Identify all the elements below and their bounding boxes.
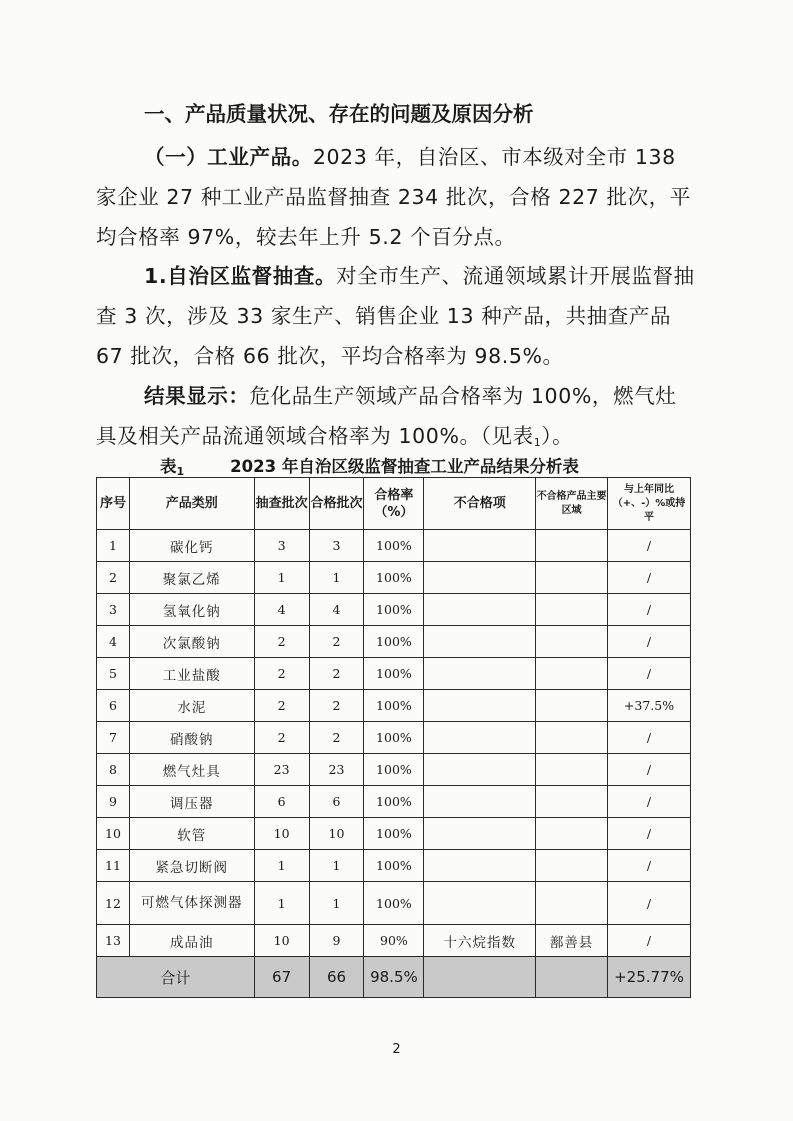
cell-rate: 100%: [364, 786, 424, 818]
total-passed: 66: [309, 957, 364, 998]
cell-rate: 100%: [364, 626, 424, 658]
cell-category: 工业盐酸: [129, 658, 254, 690]
header-sampled: 抽查批次: [254, 478, 309, 530]
cell-passed: 4: [309, 594, 364, 626]
table-body: [97, 530, 691, 998]
cell-category: 可燃气体探测器: [129, 882, 254, 925]
cell-passed: 6: [309, 786, 364, 818]
cell-region: 鄯善县: [536, 925, 608, 957]
header-rate: 合格率（%）: [364, 478, 424, 530]
results-table: [96, 477, 691, 998]
cell-seq: 8: [97, 754, 130, 786]
cell-yoy: /: [607, 925, 690, 957]
cell-sampled: 3: [254, 530, 309, 562]
cell-category: 次氯酸钠: [129, 626, 254, 658]
cell-region: [536, 690, 608, 722]
cell-region: [536, 530, 608, 562]
header-yoy: 与上年同比（+、-）%或持平: [607, 478, 690, 530]
table-total-row: [97, 957, 691, 998]
total-yoy: +25.77%: [607, 957, 690, 998]
total-label: 合计: [97, 957, 255, 998]
table-row: [97, 690, 691, 722]
cell-region: [536, 754, 608, 786]
cell-passed: 1: [309, 850, 364, 882]
cell-rate: 90%: [364, 925, 424, 957]
cell-sampled: 6: [254, 786, 309, 818]
table-row: [97, 626, 691, 658]
cell-rate: 100%: [364, 754, 424, 786]
table-row: [97, 925, 691, 957]
cell-seq: 13: [97, 925, 130, 957]
cell-yoy: /: [607, 754, 690, 786]
cell-yoy: /: [607, 658, 690, 690]
header-seq: 序号: [97, 478, 130, 530]
cell-sampled: 2: [254, 626, 309, 658]
page-number: 2: [392, 1042, 401, 1057]
cell-yoy: +37.5%: [607, 690, 690, 722]
cell-passed: 2: [309, 626, 364, 658]
cell-yoy: /: [607, 626, 690, 658]
table-row: [97, 786, 691, 818]
paragraph-industrial-products: [96, 137, 696, 257]
table-row: [97, 562, 691, 594]
cell-region: [536, 882, 608, 925]
cell-category: 紧急切断阀: [129, 850, 254, 882]
cell-seq: 3: [97, 594, 130, 626]
cell-region: [536, 722, 608, 754]
cell-passed: 1: [309, 882, 364, 925]
cell-fail-item: [424, 658, 536, 690]
cell-yoy: /: [607, 562, 690, 594]
cell-sampled: 10: [254, 925, 309, 957]
header-passed: 合格批次: [309, 478, 364, 530]
cell-region: [536, 658, 608, 690]
table-ref-subscript: 1: [533, 436, 542, 449]
total-region: [536, 957, 608, 998]
cell-seq: 4: [97, 626, 130, 658]
total-rate: 98.5%: [364, 957, 424, 998]
table-row: [97, 754, 691, 786]
cell-passed: 3: [309, 530, 364, 562]
cell-passed: 23: [309, 754, 364, 786]
cell-seq: 11: [97, 850, 130, 882]
cell-sampled: 2: [254, 690, 309, 722]
cell-region: [536, 626, 608, 658]
cell-category: 软管: [129, 818, 254, 850]
table-row: [97, 722, 691, 754]
cell-seq: 12: [97, 882, 130, 925]
cell-rate: 100%: [364, 658, 424, 690]
table-row: [97, 850, 691, 882]
cell-rate: 100%: [364, 690, 424, 722]
cell-sampled: 4: [254, 594, 309, 626]
section-heading: 一、产品质量状况、存在的问题及原因分析: [144, 102, 534, 126]
cell-fail-item: [424, 882, 536, 925]
table-label-subscript: 1: [176, 465, 185, 478]
paragraph-text: 危化品生产领域产品合格率为 100%，燃气灶具及相关产品流通领域合格率为 100%。（见表: [96, 384, 677, 448]
cell-sampled: 1: [254, 562, 309, 594]
header-fail-item: 不合格项: [424, 478, 536, 530]
cell-rate: 100%: [364, 594, 424, 626]
cell-fail-item: [424, 530, 536, 562]
table-title: [160, 453, 579, 478]
cell-fail-item: [424, 722, 536, 754]
cell-yoy: /: [607, 818, 690, 850]
cell-seq: 1: [97, 530, 130, 562]
paragraph-regional-inspection: [96, 256, 696, 376]
cell-seq: 10: [97, 818, 130, 850]
table-row: [97, 658, 691, 690]
cell-sampled: 2: [254, 722, 309, 754]
cell-rate: 100%: [364, 850, 424, 882]
cell-fail-item: [424, 786, 536, 818]
cell-category: 燃气灶具: [129, 754, 254, 786]
cell-region: [536, 850, 608, 882]
cell-region: [536, 594, 608, 626]
header-region: 不合格产品主要区域: [536, 478, 608, 530]
cell-sampled: 2: [254, 658, 309, 690]
cell-rate: 100%: [364, 818, 424, 850]
cell-rate: 100%: [364, 882, 424, 925]
cell-passed: 9: [309, 925, 364, 957]
cell-yoy: /: [607, 594, 690, 626]
cell-yoy: /: [607, 530, 690, 562]
header-category: 产品类别: [129, 478, 254, 530]
cell-fail-item: 十六烷指数: [424, 925, 536, 957]
cell-sampled: 1: [254, 882, 309, 925]
cell-yoy: /: [607, 850, 690, 882]
total-sampled: 67: [254, 957, 309, 998]
cell-fail-item: [424, 818, 536, 850]
cell-region: [536, 818, 608, 850]
cell-sampled: 23: [254, 754, 309, 786]
total-fail-item: [424, 957, 536, 998]
cell-rate: 100%: [364, 530, 424, 562]
paragraph-tail: ）。: [541, 424, 574, 448]
cell-fail-item: [424, 626, 536, 658]
cell-passed: 2: [309, 722, 364, 754]
cell-category: 聚氯乙烯: [129, 562, 254, 594]
cell-fail-item: [424, 690, 536, 722]
cell-fail-item: [424, 754, 536, 786]
table-row: [97, 530, 691, 562]
cell-category: 水泥: [129, 690, 254, 722]
paragraph-results: [96, 376, 696, 463]
table-header-row: [97, 478, 691, 530]
cell-category: 硝酸钠: [129, 722, 254, 754]
cell-yoy: /: [607, 722, 690, 754]
cell-fail-item: [424, 850, 536, 882]
cell-rate: 100%: [364, 562, 424, 594]
cell-category: 碳化钙: [129, 530, 254, 562]
table-row: [97, 594, 691, 626]
cell-sampled: 10: [254, 818, 309, 850]
cell-passed: 1: [309, 562, 364, 594]
table-row: [97, 818, 691, 850]
table-row: [97, 882, 691, 925]
paragraph-lead: （一）工业产品。: [144, 145, 313, 169]
table-label: 表: [160, 457, 177, 476]
cell-fail-item: [424, 562, 536, 594]
cell-passed: 2: [309, 658, 364, 690]
cell-region: [536, 562, 608, 594]
cell-seq: 9: [97, 786, 130, 818]
cell-region: [536, 786, 608, 818]
cell-sampled: 1: [254, 850, 309, 882]
cell-seq: 5: [97, 658, 130, 690]
cell-seq: 7: [97, 722, 130, 754]
cell-seq: 6: [97, 690, 130, 722]
cell-yoy: /: [607, 882, 690, 925]
paragraph-text: 对全市生产、流通领域累计开展监督抽查 3 次，涉及 33 家生产、销售企业 13 种产品，共抽查产品 67 批次，合格 66 批次，平均合格率为 98.5%。: [96, 264, 695, 368]
cell-passed: 2: [309, 690, 364, 722]
cell-category: 成品油: [129, 925, 254, 957]
paragraph-lead: 1.自治区监督抽查。: [144, 264, 337, 288]
cell-seq: 2: [97, 562, 130, 594]
table-caption: 2023 年自治区级监督抽查工业产品结果分析表: [230, 457, 579, 476]
cell-passed: 10: [309, 818, 364, 850]
cell-category: 调压器: [129, 786, 254, 818]
cell-rate: 100%: [364, 722, 424, 754]
cell-yoy: /: [607, 786, 690, 818]
paragraph-lead: 结果显示：: [144, 384, 250, 408]
cell-fail-item: [424, 594, 536, 626]
cell-category: 氢氧化钠: [129, 594, 254, 626]
paragraph-text: 2023 年，自治区、市本级对全市 138 家企业 27 种工业产品监督抽查 234 批次，合格 227 批次，平均合格率 97%，较去年上升 5.2 个百分点。: [96, 145, 691, 249]
